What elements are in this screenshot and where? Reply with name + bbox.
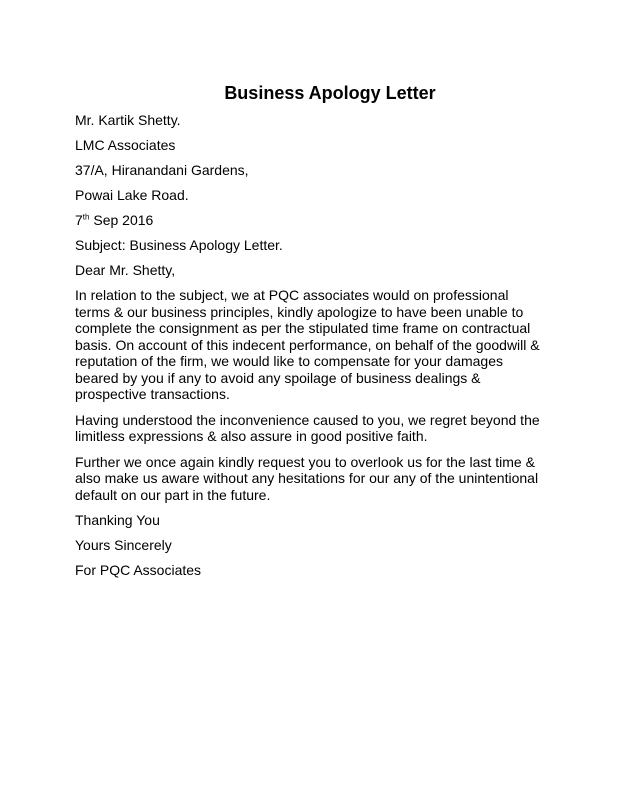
paragraph-line: limitless expressions & also assure in good positive faith. [75, 428, 428, 444]
letter-subject: Subject: Business Apology Letter. [75, 237, 283, 253]
paragraph-1 [75, 287, 570, 403]
recipient-address-line2: Powai Lake Road. [75, 187, 189, 203]
recipient-address-line1: 37/A, Hiranandani Gardens, [75, 162, 249, 178]
letter-salutation: Dear Mr. Shetty, [75, 262, 176, 278]
closing-thanks: Thanking You [75, 512, 160, 528]
paragraph-line: reputation of the firm, we would like to compensate for your damages [75, 353, 503, 369]
paragraph-line: basis. On account of this indecent performance, on behalf of the goodwill & [75, 336, 540, 353]
recipient-name: Mr. Kartik Shetty. [75, 112, 181, 128]
paragraph-line: also make us aware without any hesitations for our any of the unintentional [75, 470, 539, 486]
paragraph-line: prospective transactions. [75, 386, 230, 402]
paragraph-line: terms & our business principles, kindly apologize to have been unable to [75, 303, 524, 320]
letter-date [75, 212, 570, 229]
paragraph-line: Having understood the inconvenience caused to you, we regret beyond the [75, 411, 540, 428]
paragraph-line: default on our part in the future. [75, 486, 271, 503]
paragraph-line: Further we once again kindly request you to overlook us for the last time & [75, 453, 535, 470]
closing-sign-off: Yours Sincerely [75, 537, 172, 553]
letter-title: Business Apology Letter [224, 83, 436, 103]
recipient-company: LMC Associates [75, 137, 176, 153]
date-rest: Sep 2016 [89, 212, 154, 228]
letter-body [75, 112, 570, 587]
paragraph-3 [75, 454, 570, 504]
date-day: 7 [75, 212, 83, 228]
paragraph-line: complete the consignment as per the stipulated time frame on contractual [75, 320, 531, 336]
paragraph-2 [75, 412, 570, 445]
paragraph-line: In relation to the subject, we at PQC associates would on professional [75, 287, 509, 303]
date-suffix: th [82, 212, 90, 222]
paragraph-line: beared by you if any to avoid any spoilage of business dealings & [75, 369, 481, 386]
closing-signatory: For PQC Associates [75, 562, 202, 578]
